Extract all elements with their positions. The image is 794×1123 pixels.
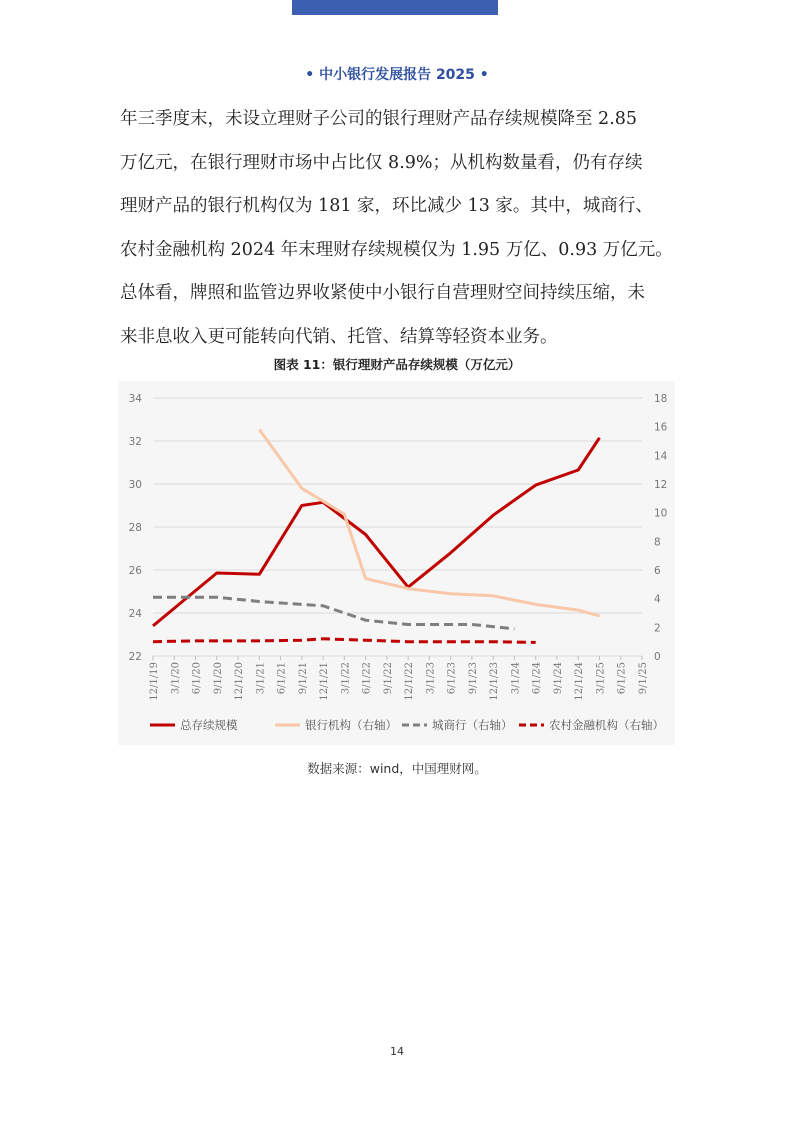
series-line: [153, 438, 600, 626]
header-accent-bar: [292, 0, 498, 15]
body-line: 万亿元，在银行理财市场中占比仅 8.9%；从机构数量看，仍有存续: [120, 152, 643, 173]
right-axis-tick-label: 16: [654, 421, 668, 434]
right-axis-tick-label: 18: [654, 393, 668, 405]
left-axis-tick-label: 22: [128, 651, 142, 663]
x-axis-tick-label: 9/1/22: [382, 662, 394, 695]
x-axis-tick-label: 6/1/25: [616, 662, 628, 695]
body-line: 农村金融机构 2024 年末理财存续规模仅为 1.95 万亿、0.93 万亿元。: [120, 239, 673, 260]
body-line: 年三季度末，未设立理财子公司的银行理财产品存续规模降至 2.85: [120, 109, 638, 129]
x-axis-tick-label: 9/1/25: [638, 662, 649, 695]
x-axis-tick-label: 3/1/24: [510, 662, 522, 695]
x-axis-tick-label: 12/1/20: [234, 662, 246, 701]
right-axis-tick-label: 6: [654, 565, 661, 577]
x-axis-tick-label: 12/1/19: [149, 662, 160, 701]
legend-label: 城商行（右轴）: [432, 718, 513, 732]
x-axis-tick-label: 6/1/22: [361, 662, 373, 695]
x-axis-tick-label: 12/1/23: [489, 662, 501, 701]
right-axis-tick-label: 0: [654, 651, 661, 663]
legend-label: 农村金融机构（右轴）: [549, 718, 664, 732]
x-axis-tick-label: 3/1/20: [170, 662, 182, 695]
x-axis-tick-label: 3/1/23: [425, 662, 437, 695]
body-line: 理财产品的银行机构仅为 181 家，环比减少 13 家。其中，城商行、: [120, 196, 653, 216]
legend-label: 银行机构（右轴）: [305, 718, 397, 732]
series-line: [259, 430, 599, 616]
right-axis-tick-label: 8: [654, 536, 661, 549]
legend-label: 总存续规模: [180, 718, 238, 732]
x-axis-tick-label: 3/1/25: [595, 662, 607, 695]
left-axis-tick-label: 32: [128, 436, 142, 448]
series-line: [153, 639, 536, 643]
figure-caption: 图表 11：银行理财产品存续规模（万亿元）: [273, 357, 521, 372]
right-axis-tick-label: 14: [654, 450, 668, 463]
body-paragraph: [120, 98, 680, 359]
x-axis-tick-label: 6/1/24: [531, 662, 543, 695]
running-header: • 中小银行发展报告 2025 •: [305, 67, 489, 83]
right-axis-tick-label: 12: [654, 479, 668, 491]
body-line: 来非息收入更可能转向代销、托管、结算等轻资本业务。: [120, 326, 558, 347]
right-axis-tick-label: 4: [654, 593, 661, 606]
line-chart-svg: [118, 381, 675, 745]
x-axis-tick-label: 9/1/20: [212, 662, 224, 695]
left-axis-tick-label: 24: [128, 608, 142, 620]
x-axis-tick-label: 3/1/22: [340, 662, 352, 695]
x-axis-tick-label: 9/1/23: [467, 662, 479, 695]
left-axis-tick-label: 28: [128, 522, 142, 534]
body-line: 总体看，牌照和监管边界收紧使中小银行自营理财空间持续压缩，未: [120, 283, 645, 303]
left-axis-tick-label: 30: [128, 479, 142, 491]
x-axis-tick-label: 9/1/24: [552, 662, 564, 695]
left-axis-tick-label: 26: [128, 565, 142, 577]
x-axis-tick-label: 6/1/23: [446, 662, 458, 695]
source-note: 数据来源：wind，中国理财网。: [307, 761, 487, 776]
x-axis-tick-label: 12/1/22: [404, 662, 416, 701]
left-axis-tick-label: 34: [128, 393, 142, 405]
right-axis-tick-label: 10: [654, 507, 668, 520]
x-axis-tick-label: 6/1/20: [191, 662, 203, 695]
x-axis-tick-label: 9/1/21: [297, 662, 309, 695]
line-chart: [118, 381, 675, 745]
page-number: 14: [390, 1045, 404, 1058]
x-axis-tick-label: 6/1/21: [276, 662, 288, 695]
x-axis-tick-label: 12/1/21: [319, 662, 331, 701]
x-axis-tick-label: 3/1/21: [255, 662, 267, 695]
x-axis-tick-label: 12/1/24: [574, 662, 586, 701]
right-axis-tick-label: 2: [654, 622, 661, 635]
